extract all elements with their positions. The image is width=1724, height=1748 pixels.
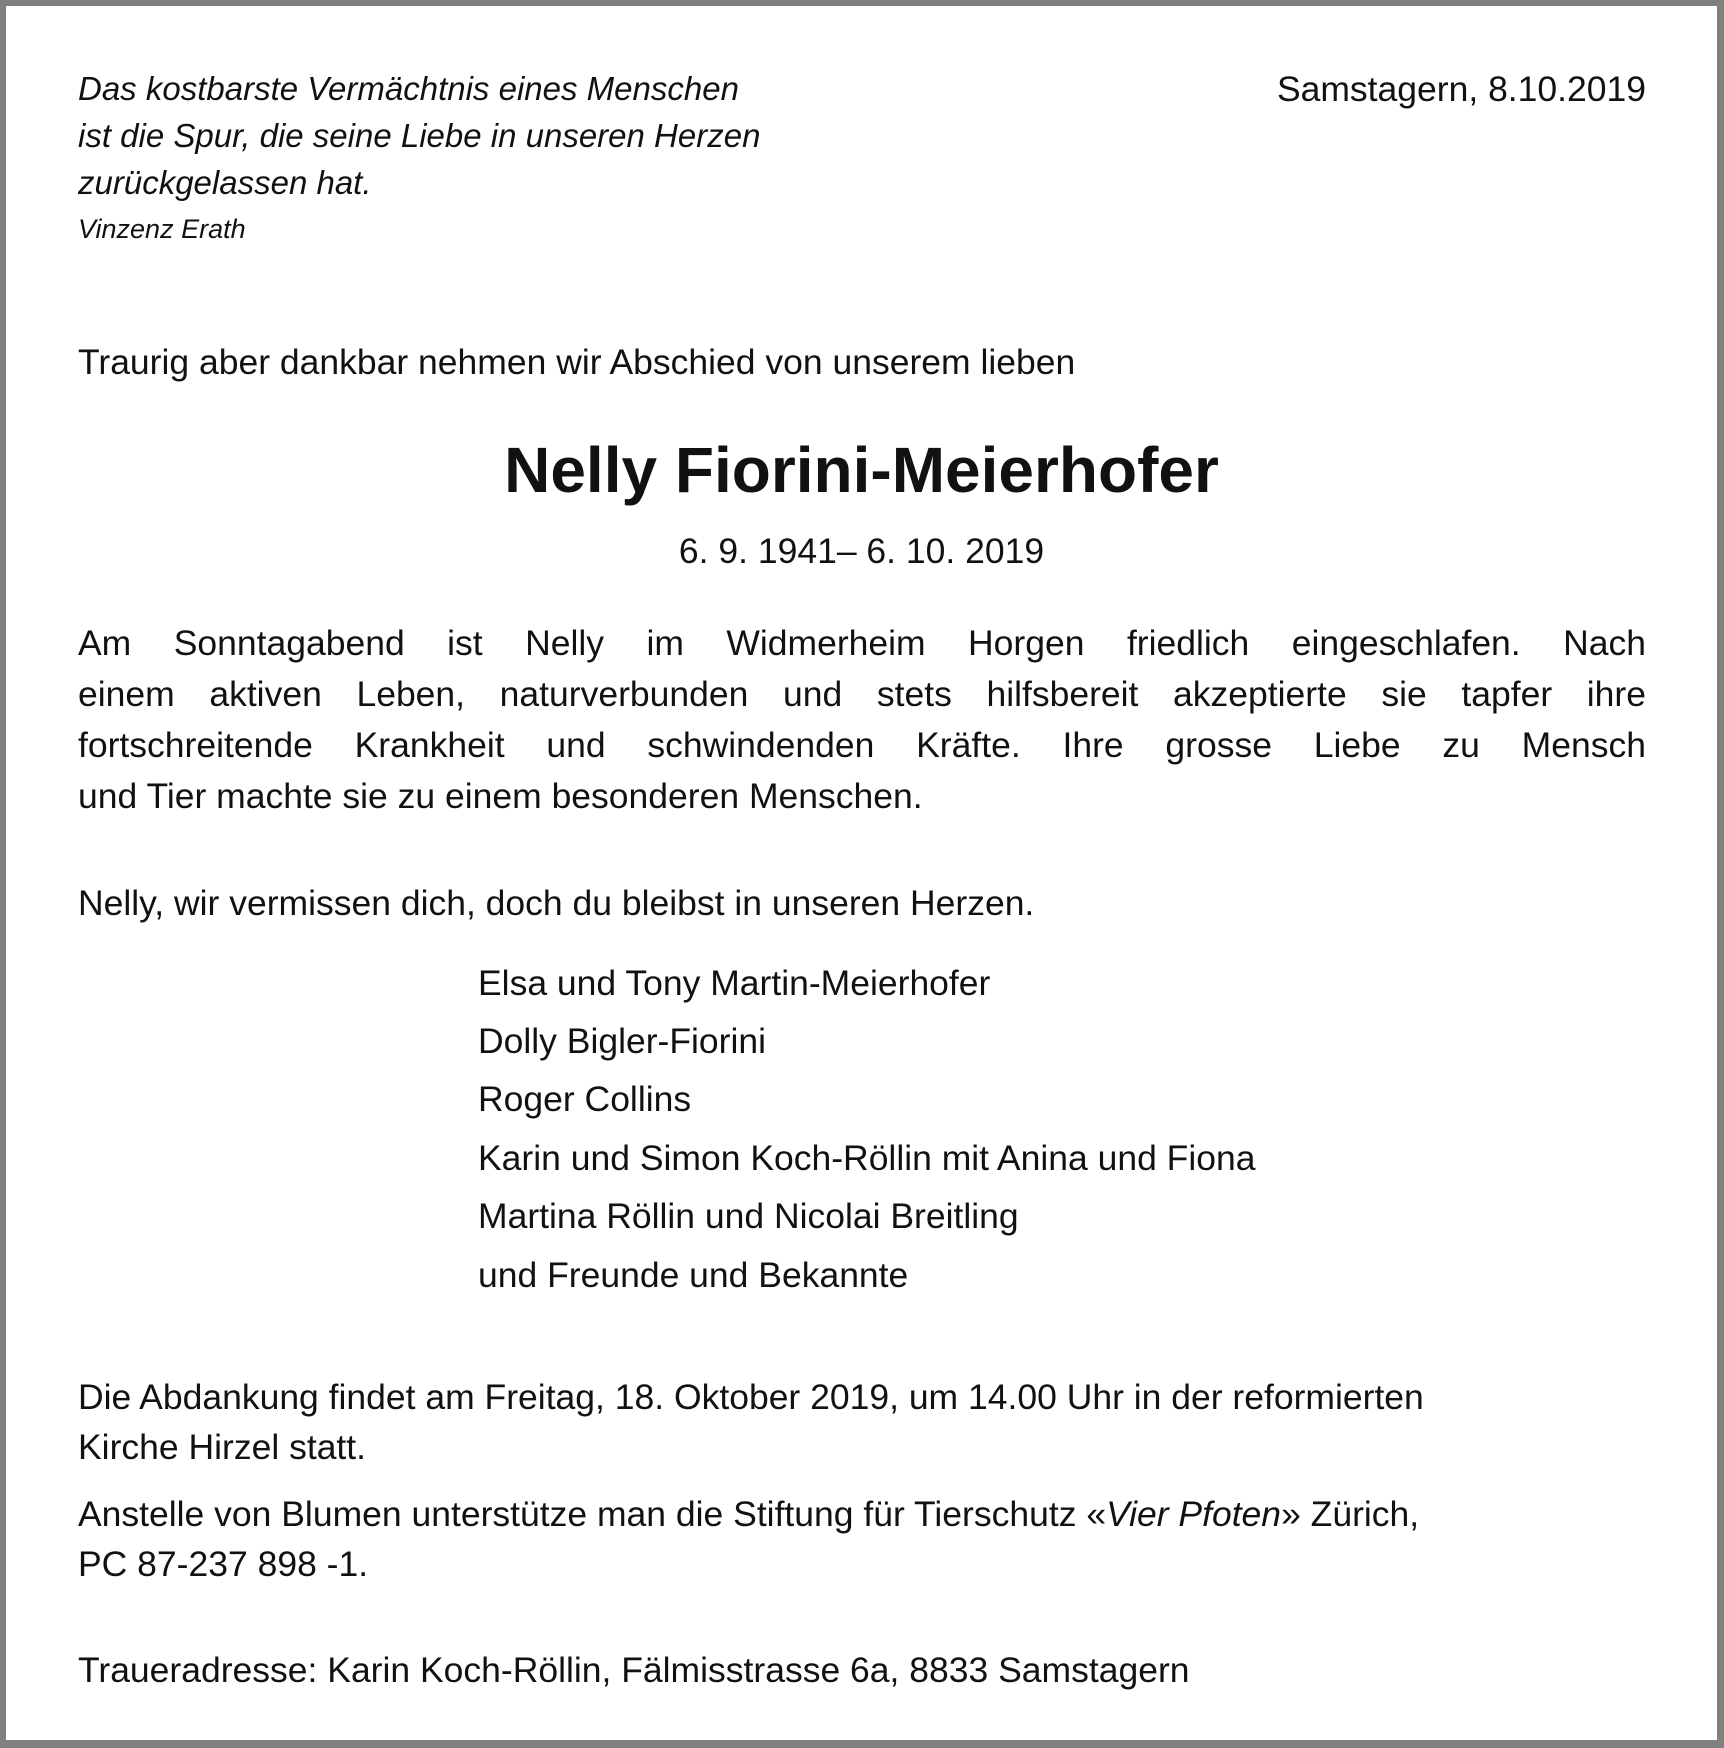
obituary-notice bbox=[6, 6, 1717, 1740]
paragraph-line: fortschreitende Krankheit und schwindenden Kräfte. Ihre grosse Liebe zu Mensch bbox=[78, 725, 1646, 765]
donation-line bbox=[78, 1489, 1646, 1539]
farewell-text: Nelly, wir vermissen dich, doch du bleibst in unseren Herzen. bbox=[78, 883, 1035, 923]
donation-account: PC 87-237 898 -1. bbox=[78, 1544, 369, 1584]
mourner-item: Dolly Bigler-Fiorini bbox=[478, 1021, 767, 1061]
quote-line: ist die Spur, die seine Liebe in unseren Herzen bbox=[78, 117, 761, 154]
deceased-name: Nelly Fiorini-Meierhofer bbox=[504, 434, 1219, 506]
donation-prefix: Anstelle von Blumen unterstütze man die Stiftung für Tierschutz « bbox=[78, 1494, 1107, 1534]
intro-text: Traurig aber dankbar nehmen wir Abschied von unserem lieben bbox=[78, 342, 1076, 382]
paragraph-line: Am Sonntagabend ist Nelly im Widmerheim Horgen friedlich eingeschlafen. Nach bbox=[78, 623, 1646, 663]
paragraph-line: einem aktiven Leben, naturverbunden und stets hilfsbereit akzeptierte sie tapfer ihre bbox=[78, 674, 1646, 714]
mourner-item: Martina Röllin und Nicolai Breitling bbox=[478, 1196, 1019, 1236]
donation-info bbox=[78, 1489, 1646, 1589]
mourner-item: Karin und Simon Koch-Röllin mit Anina und Fiona bbox=[478, 1138, 1256, 1178]
mourner-item: Elsa und Tony Martin-Meierhofer bbox=[478, 963, 991, 1003]
quote-line: zurückgelassen hat. bbox=[78, 164, 372, 201]
mourning-address: Traueradresse: Karin Koch-Röllin, Fälmisstrasse 6a, 8833 Samstagern bbox=[78, 1650, 1190, 1690]
donation-organization: Vier Pfoten bbox=[1106, 1494, 1282, 1534]
quote-line: Das kostbarste Vermächtnis eines Menschen bbox=[78, 70, 739, 107]
service-info bbox=[78, 1372, 1646, 1472]
tribute-paragraph bbox=[78, 618, 1646, 822]
donation-suffix: » Zürich, bbox=[1281, 1494, 1420, 1534]
life-dates: 6. 9. 1941– 6. 10. 2019 bbox=[678, 531, 1045, 571]
paragraph-line: und Tier machte sie zu einem besonderen Menschen. bbox=[78, 776, 923, 816]
service-line: Kirche Hirzel statt. bbox=[78, 1427, 367, 1467]
quote-author: Vinzenz Erath bbox=[78, 214, 246, 244]
place-date: Samstagern, 8.10.2019 bbox=[1276, 69, 1646, 109]
mourner-item: Roger Collins bbox=[478, 1079, 692, 1119]
service-line: Die Abdankung findet am Freitag, 18. Oktober 2019, um 14.00 Uhr in der reformierten bbox=[78, 1377, 1424, 1417]
mourner-item: und Freunde und Bekannte bbox=[478, 1255, 909, 1295]
